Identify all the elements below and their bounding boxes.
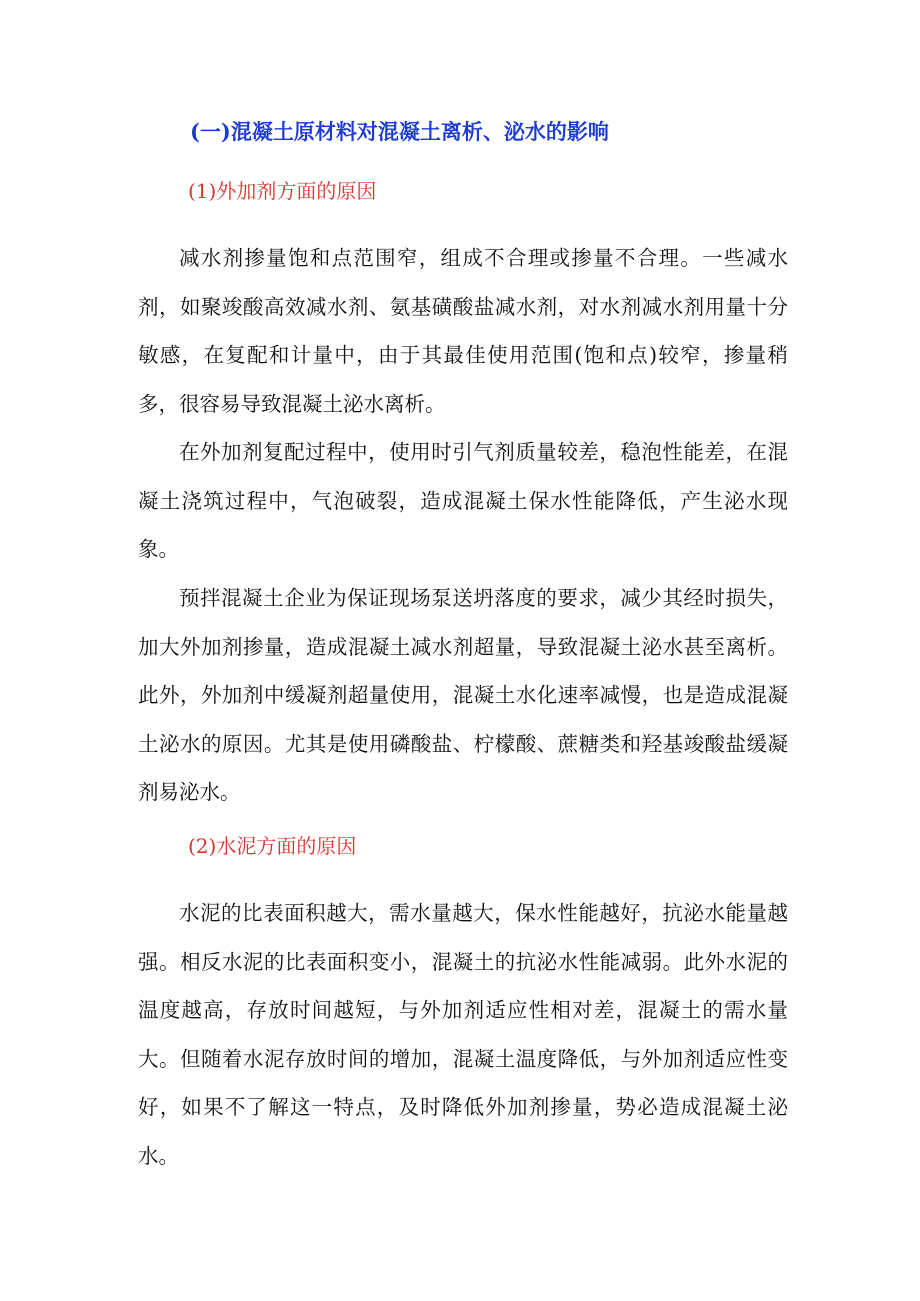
paragraph-retarder-overdose: 预拌混凝土企业为保证现场泵送坍落度的要求，减少其经时损失，加大外加剂掺量，造成混凝土减水剂超量，导致混凝土泌水甚至离析。此外，外加剂中缓凝剂超量使用，混凝土水化速率减慢，也是造成混凝土泌水的原因。尤其是使用磷酸盐、柠檬酸、蔗糖类和羟基竣酸盐缓凝剂易泌水。 (138, 586, 788, 804)
paragraph-air-entraining: 在外加剂复配过程中，使用时引气剂质量较差，稳泡性能差，在混凝土浇筑过程中，气泡破裂，造成混凝土保水性能降低，产生泌水现象。 (138, 440, 788, 561)
subsection-heading-additives: (1)外加剂方面的原因 (188, 179, 377, 203)
subsection-heading-cement: (2)水泥方面的原因 (188, 834, 357, 858)
paragraph-cement-surface-area: 水泥的比表面积越大，需水量越大，保水性能越好，抗泌水能量越强。相反水泥的比表面积变小，混凝土的抗泌水性能减弱。此外水泥的温度越高，存放时间越短，与外加剂适应性相对差，混凝土的需水量大。但随着水泥存放时间的增加，混凝土温度降低，与外加剂适应性变好，如果不了解这一特点，及时降低外加剂掺量，势必造成混凝土泌水。 (138, 901, 788, 1168)
section-heading: (一)混凝土原材料对混凝土离析、泌水的影响 (190, 119, 609, 144)
paragraph-additive-dosage: 减水剂掺量饱和点范围窄，组成不合理或掺量不合理。一些减水剂，如聚竣酸高效减水剂、氨基磺酸盐减水剂，对水剂减水剂用量十分敏感，在复配和计量中，由于其最佳使用范围(饱和点)较窄，掺量稍多，很容易导致混凝土泌水离析。 (138, 246, 788, 416)
